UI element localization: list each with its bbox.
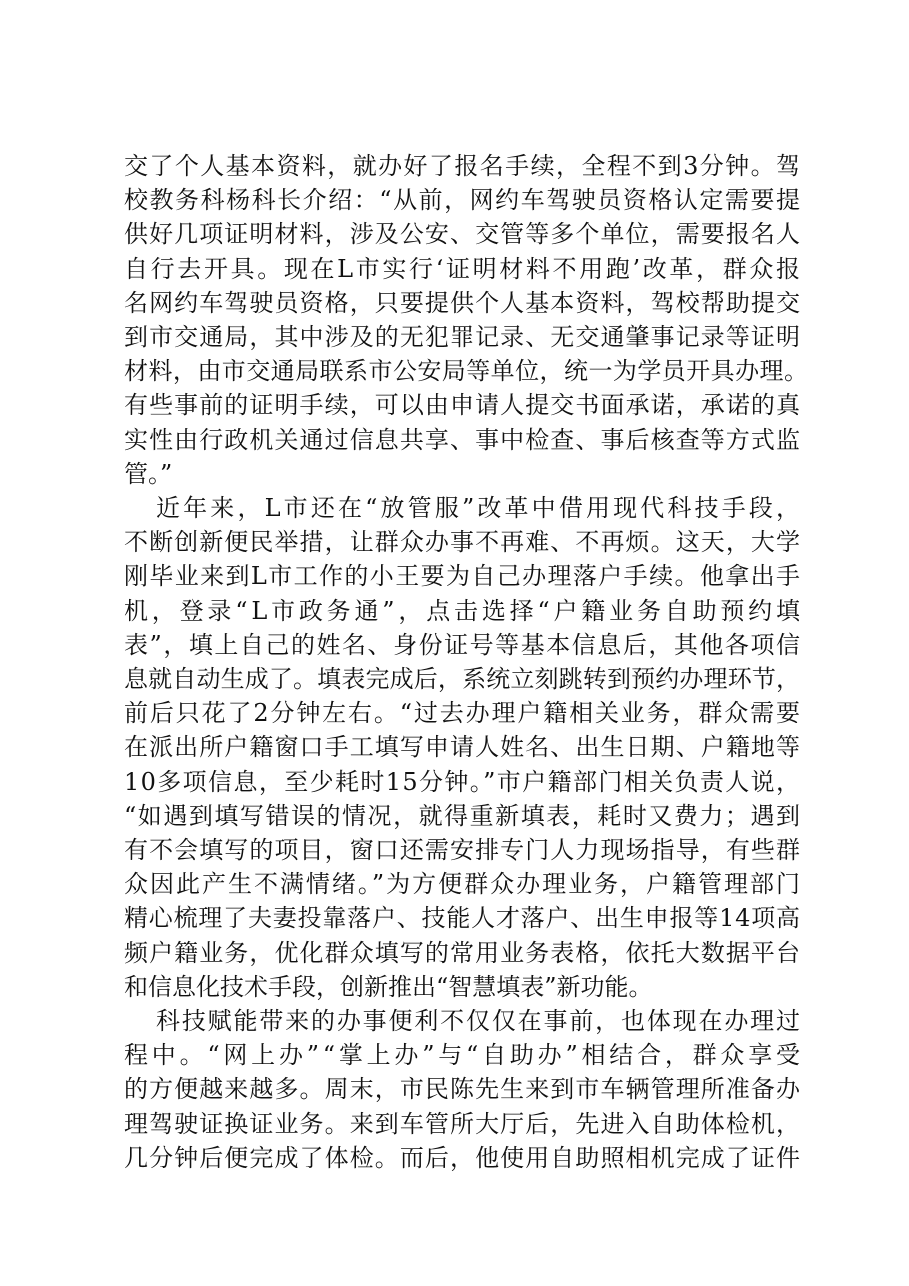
text-line: 校教务科杨科长介绍：“从前，网约车驾驶员资格认定需要提 [124, 186, 802, 215]
text-line: 程中。“网上办”“掌上办”与“自助办”相结合，群众享受 [124, 1041, 804, 1070]
text-line: 的方便越来越多。周末，市民陈先生来到市车辆管理所准备办 [124, 1075, 802, 1104]
text-line: 名网约车驾驶员资格，只要提供个人基本资料，驾校帮助提交 [124, 288, 802, 317]
text-line: 供好几项证明材料，涉及公安、交管等多个单位，需要报名人 [124, 220, 802, 249]
text-line: 前后只花了2分钟左右。“过去办理户籍相关业务，群众需要 [124, 699, 802, 728]
text-line: 在派出所户籍窗口手工填写申请人姓名、出生日期、户籍地等 [124, 733, 802, 762]
text-line: 不断创新便民举措，让群众办事不再难、不再烦。这天，大学 [124, 528, 802, 557]
text-line: 息就自动生成了。填表完成后，系统立刻跳转到预约办理环节， [124, 665, 801, 693]
text-line: 表”，填上自己的姓名、身份证号等基本信息后，其他各项信 [124, 630, 802, 659]
text-line: 自行去开具。现在L市实行‘证明材料不用跑’改革，群众报 [124, 254, 803, 283]
text-line: 交了个人基本资料，就办好了报名手续，全程不到3分钟。驾 [124, 152, 802, 180]
text-line: 精心梳理了夫妻投靠落户、技能人才落户、出生申报等14项高 [124, 904, 801, 933]
text-line: 实性由行政机关通过信息共享、事中检查、事后核查等方式监 [124, 425, 802, 454]
text-line: 机，登录“L市政务通”，点击选择“户籍业务自助预约填 [124, 596, 804, 625]
text-line: 到市交通局，其中涉及的无犯罪记录、无交通肇事记录等证明 [124, 323, 802, 351]
text-line: 近年来，L市还在“放管服”改革中借用现代科技手段， [156, 494, 804, 522]
text-line: 有不会填写的项目，窗口还需安排专门人力现场指导，有些群 [124, 836, 802, 864]
text-line: 理驾驶证换证业务。来到车管所大厅后，先进入自助体检机， [124, 1109, 802, 1138]
text-line: 众因此产生不满情绪。”为方便群众办理业务，户籍管理部门 [124, 870, 802, 899]
text-line: 几分钟后便完成了体检。而后，他使用自助照相机完成了证件 [124, 1143, 802, 1172]
text-line: “如遇到填写错误的情况，就得重新填表，耗时又费力；遇到 [124, 801, 802, 830]
text-line: 频户籍业务，优化群众填写的常用业务表格，依托大数据平台 [124, 938, 802, 967]
text-line: 和信息化技术手段，创新推出“智慧填表”新功能。 [124, 972, 653, 1001]
text-line: 10多项信息，至少耗时15分钟。”市户籍部门相关负责人说， [124, 767, 802, 796]
text-line: 管。” [124, 459, 173, 488]
text-line: 刚毕业来到L市工作的小王要为自己办理落户手续。他拿出手 [124, 562, 802, 591]
text-line: 材料，由市交通局联系市公安局等单位，统一为学员开具办理。 [124, 357, 809, 386]
text-line: 有些事前的证明手续，可以由申请人提交书面承诺，承诺的真 [124, 391, 802, 420]
text-line: 科技赋能带来的办事便利不仅仅在事前，也体现在办理过 [156, 1007, 802, 1035]
